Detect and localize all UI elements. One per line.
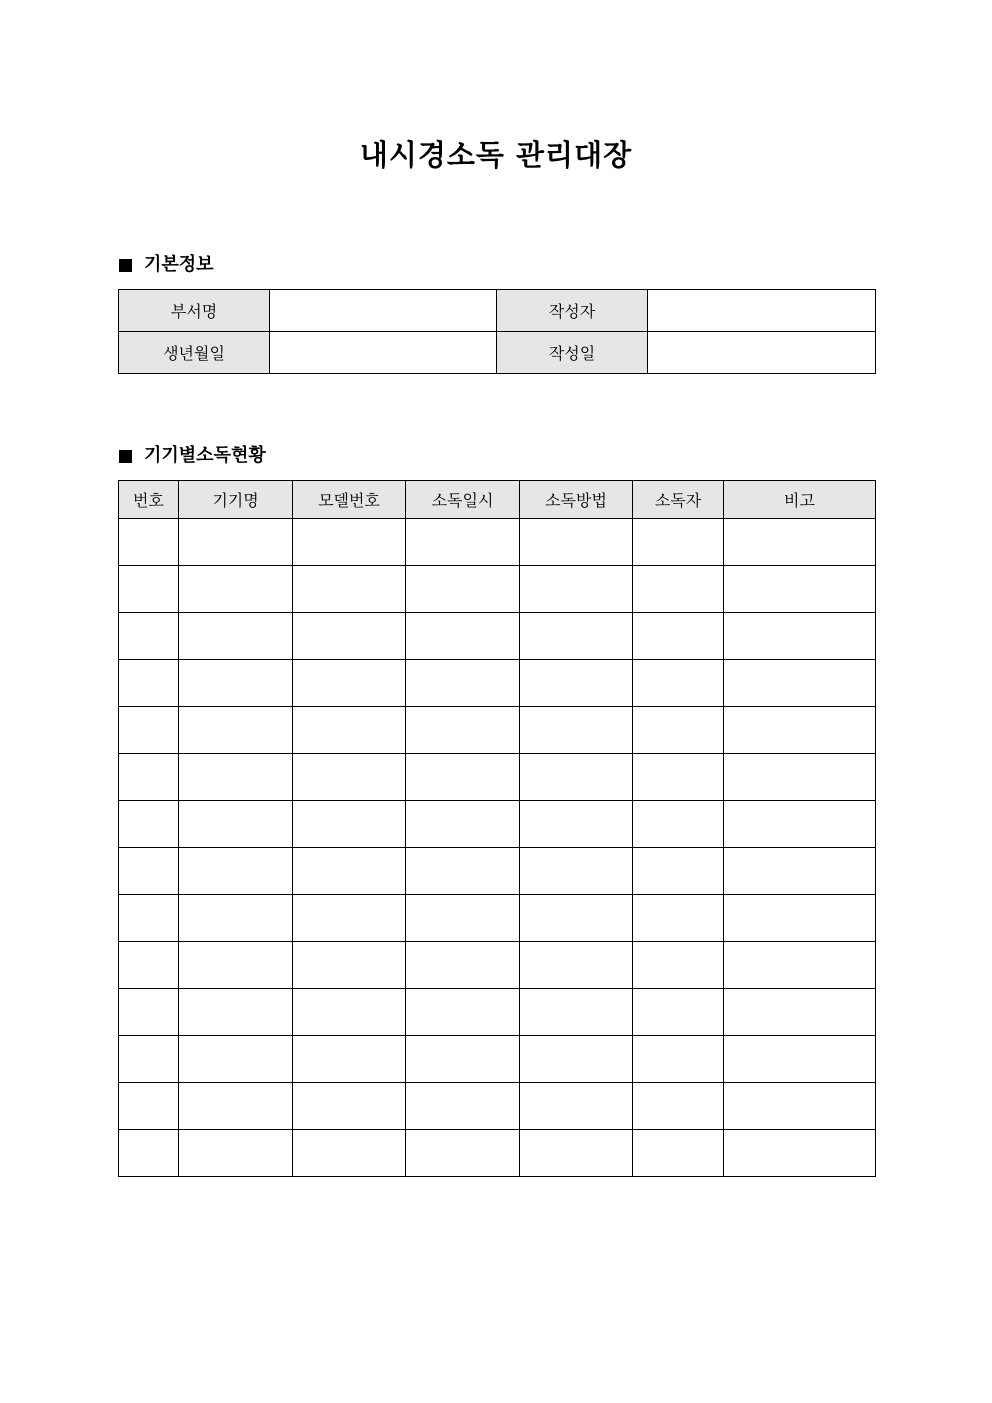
info-label: 부서명 [119, 290, 270, 332]
disinfection-records-table [118, 480, 876, 1177]
table-cell[interactable] [724, 1036, 876, 1083]
table-cell[interactable] [724, 566, 876, 613]
records-heading-label: 기기별소독현황 [144, 445, 266, 466]
table-row [119, 707, 876, 754]
table-cell[interactable] [633, 613, 724, 660]
table-cell[interactable] [406, 1036, 520, 1083]
table-cell[interactable] [179, 1130, 293, 1177]
table-cell[interactable] [293, 1036, 406, 1083]
column-header: 소독방법 [520, 481, 633, 519]
table-cell[interactable] [406, 1130, 520, 1177]
table-cell[interactable] [520, 566, 633, 613]
table-cell[interactable] [119, 754, 179, 801]
table-cell[interactable] [724, 848, 876, 895]
table-cell[interactable] [179, 613, 293, 660]
table-cell[interactable] [406, 895, 520, 942]
column-header: 번호 [119, 481, 179, 519]
table-cell[interactable] [293, 613, 406, 660]
table-cell[interactable] [119, 895, 179, 942]
table-cell[interactable] [179, 519, 293, 566]
table-cell[interactable] [293, 989, 406, 1036]
table-row [119, 801, 876, 848]
info-row [119, 290, 876, 332]
table-row [119, 1083, 876, 1130]
table-row [119, 1036, 876, 1083]
table-cell[interactable] [406, 989, 520, 1036]
info-value-field[interactable] [270, 290, 497, 332]
table-cell[interactable] [633, 1036, 724, 1083]
table-row [119, 519, 876, 566]
table-cell[interactable] [633, 519, 724, 566]
info-value-field[interactable] [648, 290, 876, 332]
basic-info-heading-label: 기본정보 [144, 254, 214, 275]
basic-info-table [118, 289, 876, 374]
table-cell[interactable] [724, 707, 876, 754]
table-cell[interactable] [724, 942, 876, 989]
table-cell[interactable] [119, 1036, 179, 1083]
table-cell[interactable] [406, 613, 520, 660]
table-cell[interactable] [520, 519, 633, 566]
table-cell[interactable] [724, 660, 876, 707]
table-row [119, 566, 876, 613]
table-cell[interactable] [406, 801, 520, 848]
table-cell[interactable] [633, 660, 724, 707]
column-header: 비고 [724, 481, 876, 519]
table-cell[interactable] [293, 801, 406, 848]
table-cell[interactable] [119, 942, 179, 989]
table-row [119, 895, 876, 942]
table-cell[interactable] [179, 1036, 293, 1083]
table-cell[interactable] [633, 942, 724, 989]
table-row [119, 1130, 876, 1177]
table-cell[interactable] [724, 519, 876, 566]
table-cell[interactable] [179, 942, 293, 989]
table-cell[interactable] [520, 1083, 633, 1130]
column-header: 모델번호 [293, 481, 406, 519]
table-row [119, 848, 876, 895]
table-cell[interactable] [179, 989, 293, 1036]
table-cell[interactable] [633, 754, 724, 801]
table-cell[interactable] [724, 989, 876, 1036]
table-cell[interactable] [119, 989, 179, 1036]
table-cell[interactable] [633, 848, 724, 895]
table-cell[interactable] [633, 1083, 724, 1130]
table-cell[interactable] [520, 660, 633, 707]
table-cell[interactable] [119, 707, 179, 754]
info-label: 작성자 [497, 290, 648, 332]
info-label: 생년월일 [119, 332, 270, 374]
column-header: 기기명 [179, 481, 293, 519]
table-cell[interactable] [520, 754, 633, 801]
table-row [119, 942, 876, 989]
table-cell[interactable] [633, 989, 724, 1036]
table-cell[interactable] [119, 1083, 179, 1130]
table-cell[interactable] [293, 848, 406, 895]
table-cell[interactable] [724, 895, 876, 942]
table-cell[interactable] [179, 707, 293, 754]
table-cell[interactable] [633, 566, 724, 613]
table-row [119, 613, 876, 660]
table-cell[interactable] [520, 895, 633, 942]
table-cell[interactable] [633, 707, 724, 754]
table-cell[interactable] [119, 613, 179, 660]
table-cell[interactable] [520, 1036, 633, 1083]
table-cell[interactable] [633, 801, 724, 848]
table-cell[interactable] [520, 801, 633, 848]
table-cell[interactable] [293, 942, 406, 989]
table-cell[interactable] [724, 613, 876, 660]
table-cell[interactable] [406, 707, 520, 754]
table-cell[interactable] [633, 1130, 724, 1177]
table-cell[interactable] [724, 754, 876, 801]
column-header: 소독자 [633, 481, 724, 519]
table-cell[interactable] [179, 1083, 293, 1130]
table-cell[interactable] [520, 942, 633, 989]
table-cell[interactable] [179, 566, 293, 613]
table-cell[interactable] [293, 754, 406, 801]
table-cell[interactable] [119, 848, 179, 895]
info-value-field[interactable] [648, 332, 876, 374]
table-cell[interactable] [293, 1083, 406, 1130]
table-cell[interactable] [724, 1130, 876, 1177]
table-cell[interactable] [179, 754, 293, 801]
table-cell[interactable] [179, 660, 293, 707]
table-cell[interactable] [293, 566, 406, 613]
table-cell[interactable] [520, 613, 633, 660]
table-row [119, 660, 876, 707]
table-cell[interactable] [724, 801, 876, 848]
table-cell[interactable] [406, 942, 520, 989]
table-cell[interactable] [406, 754, 520, 801]
table-cell[interactable] [179, 895, 293, 942]
table-cell[interactable] [520, 848, 633, 895]
table-cell[interactable] [520, 707, 633, 754]
table-cell[interactable] [724, 1083, 876, 1130]
table-cell[interactable] [406, 519, 520, 566]
table-cell[interactable] [293, 1130, 406, 1177]
table-row [119, 989, 876, 1036]
column-header: 소독일시 [406, 481, 520, 519]
document-title: 내시경소독 관리대장 [359, 138, 633, 172]
info-value-field[interactable] [270, 332, 497, 374]
table-cell[interactable] [119, 1130, 179, 1177]
square-bullet-icon [119, 259, 132, 272]
table-cell[interactable] [293, 660, 406, 707]
basic-info-heading [119, 253, 214, 277]
table-cell[interactable] [119, 660, 179, 707]
table-cell[interactable] [179, 848, 293, 895]
table-cell[interactable] [293, 895, 406, 942]
info-label: 작성일 [497, 332, 648, 374]
table-cell[interactable] [406, 660, 520, 707]
table-cell[interactable] [406, 1083, 520, 1130]
info-row [119, 332, 876, 374]
table-row [119, 754, 876, 801]
table-cell[interactable] [119, 519, 179, 566]
table-cell[interactable] [406, 848, 520, 895]
table-cell[interactable] [119, 801, 179, 848]
table-cell[interactable] [406, 566, 520, 613]
table-cell[interactable] [119, 566, 179, 613]
table-cell[interactable] [293, 707, 406, 754]
table-cell[interactable] [520, 989, 633, 1036]
table-cell[interactable] [179, 801, 293, 848]
table-cell[interactable] [520, 1130, 633, 1177]
records-heading [119, 444, 266, 468]
table-cell[interactable] [293, 519, 406, 566]
square-bullet-icon [119, 450, 132, 463]
table-cell[interactable] [633, 895, 724, 942]
